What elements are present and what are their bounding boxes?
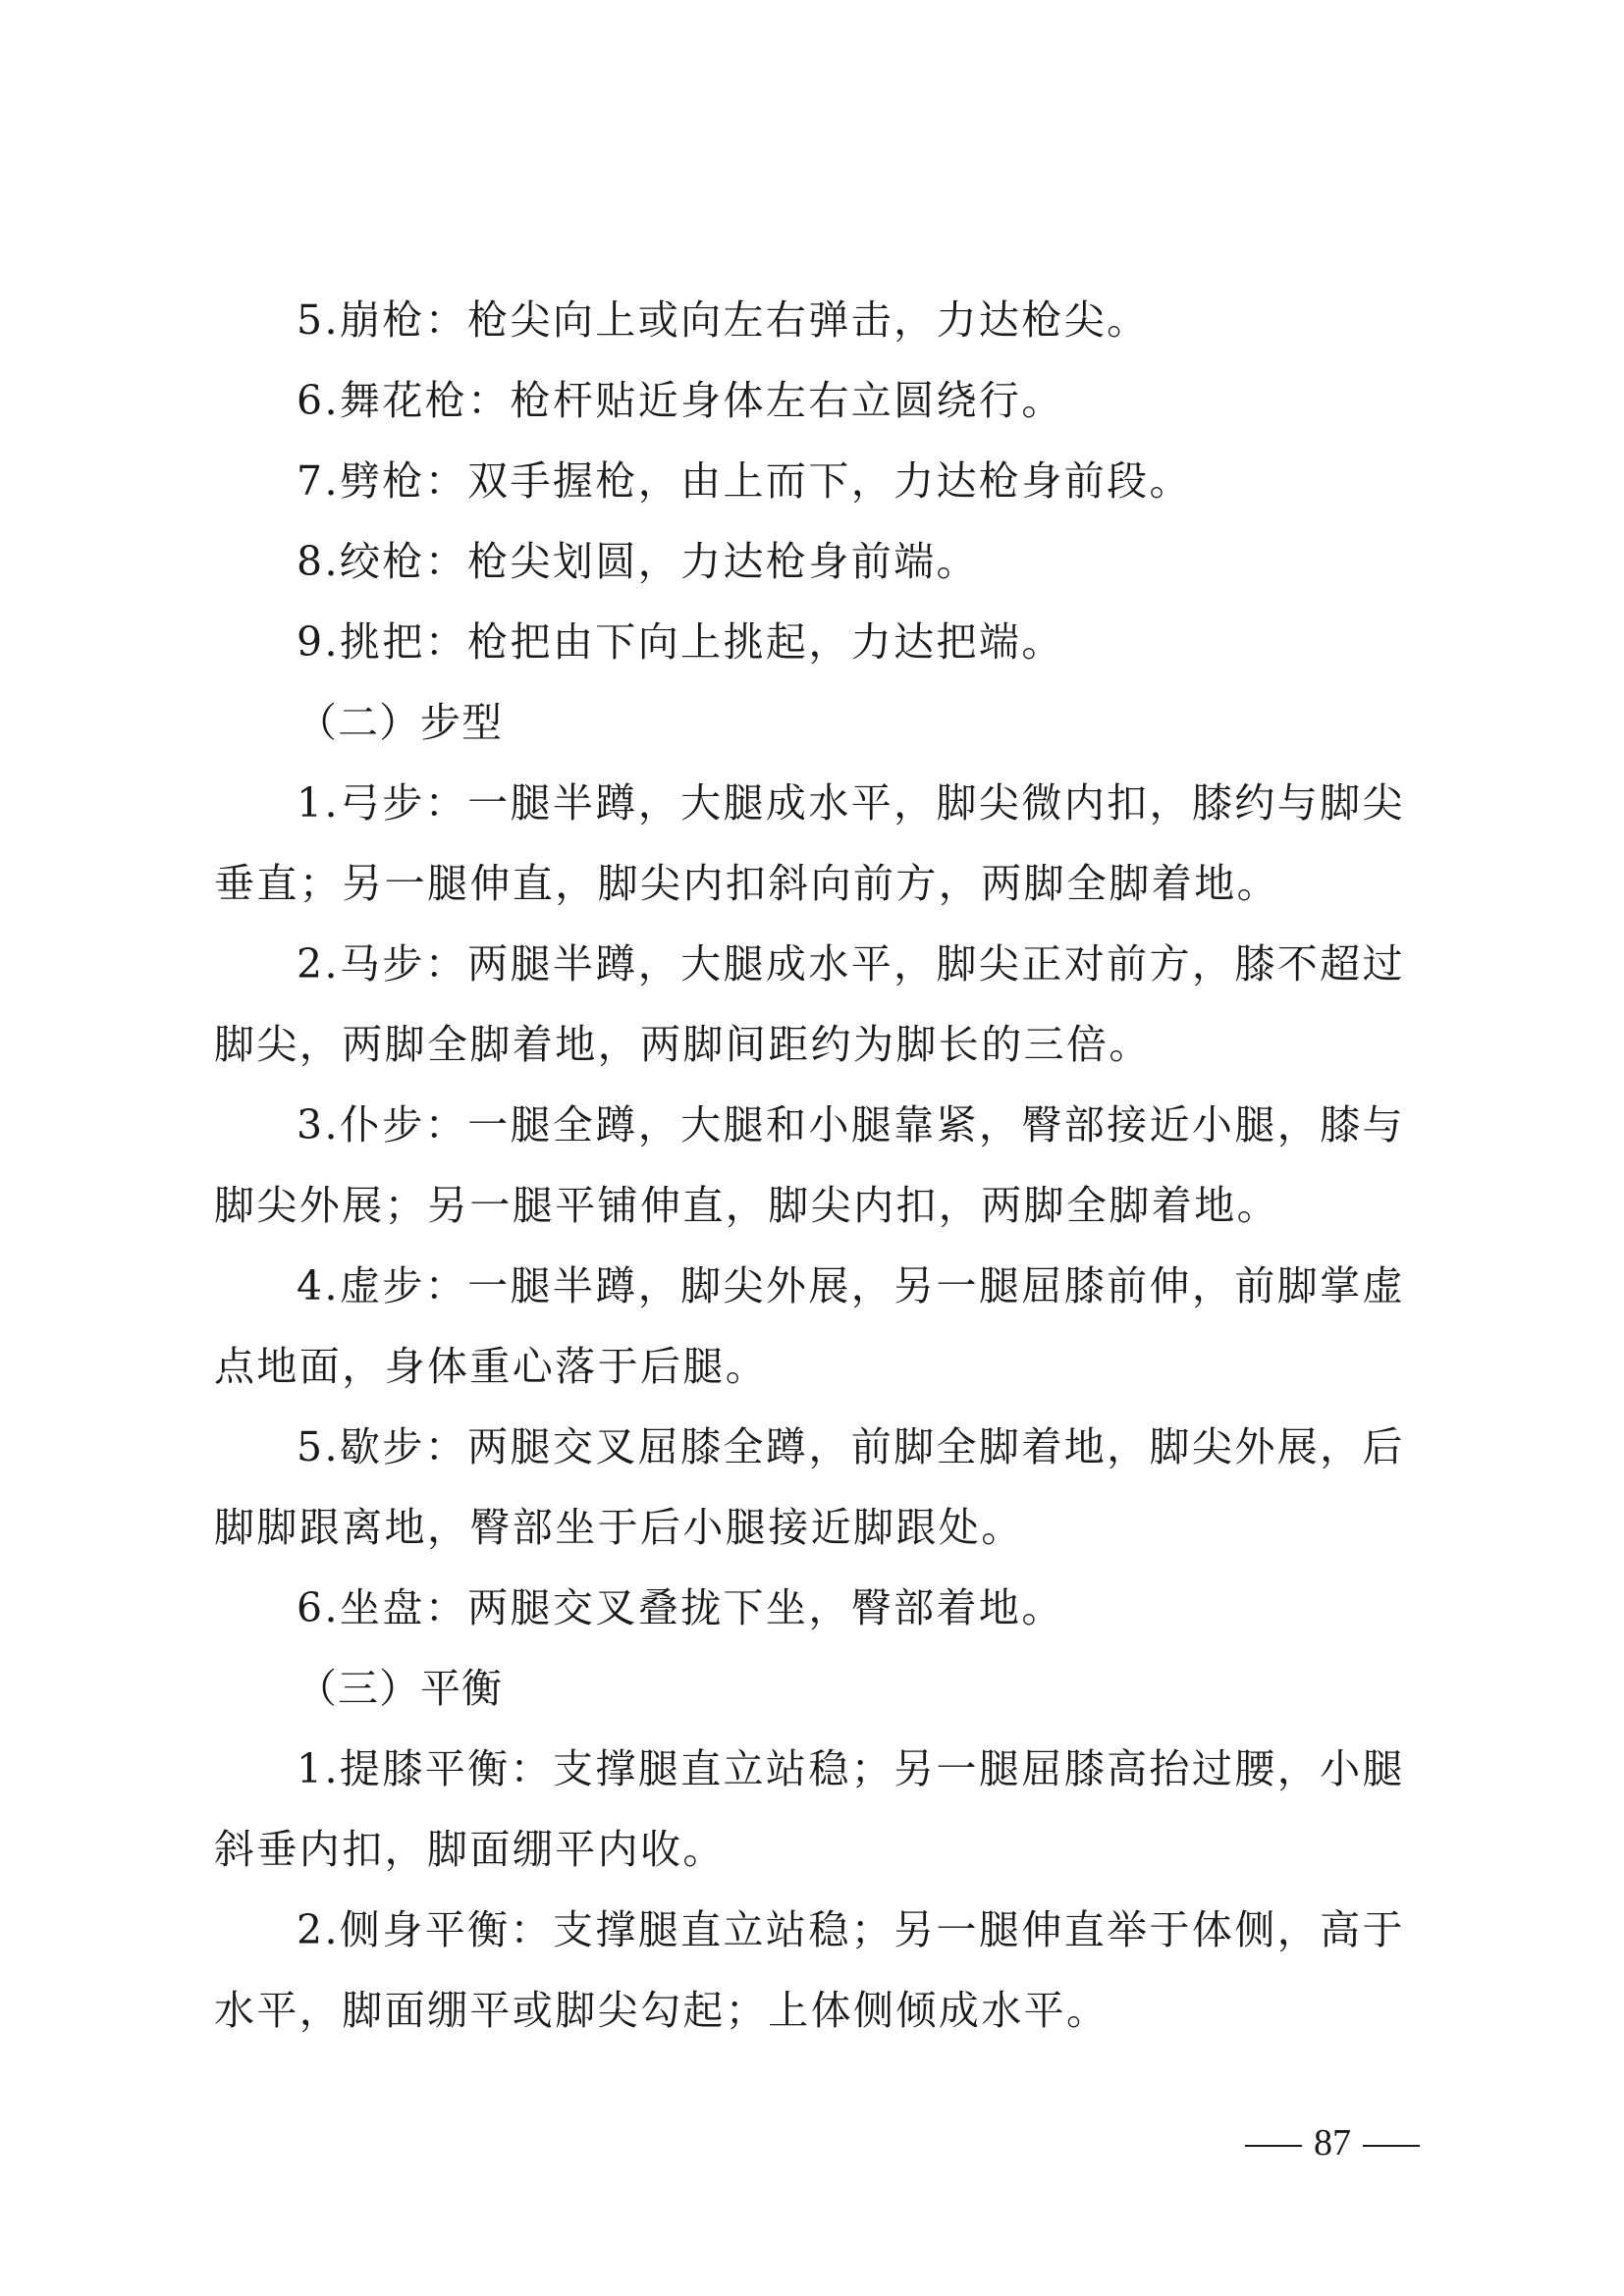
text-line-continued: 脚尖，两脚全脚着地，两脚间距约为脚长的三倍。 — [214, 1021, 1152, 1068]
text-line: 2.马步：两腿半蹲，大腿成水平，脚尖正对前方，膝不超过 — [297, 940, 1405, 988]
text-line: 5.崩枪：枪尖向上或向左右弹击，力达枪尖。 — [297, 296, 1150, 344]
text-line: 7.劈枪：双手握枪，由上而下，力达枪身前段。 — [297, 457, 1192, 505]
text-line-continued: 脚脚跟离地，臀部坐于后小腿接近脚跟处。 — [214, 1504, 1024, 1551]
text-line: 1.提膝平衡：支撑腿直立站稳；另一腿屈膝高抬过腰，小腿 — [297, 1745, 1405, 1792]
footer-dash-right — [1363, 2145, 1420, 2147]
text-line: 3.仆步：一腿全蹲，大腿和小腿靠紧，臀部接近小腿，膝与 — [297, 1101, 1405, 1148]
text-line: 6.舞花枪：枪杆贴近身体左右立圆绕行。 — [297, 377, 1064, 424]
text-line-continued: 点地面，身体重心落于后腿。 — [214, 1343, 769, 1390]
text-line-continued: 斜垂内扣，脚面绷平内收。 — [214, 1826, 726, 1873]
page-number: 87 — [1314, 2122, 1351, 2163]
section-heading-stance: （二）步型 — [297, 699, 503, 746]
text-line: 2.侧身平衡：支撑腿直立站稳；另一腿伸直举于体侧，高于 — [297, 1906, 1405, 1953]
text-line: 1.弓步：一腿半蹲，大腿成水平，脚尖微内扣，膝约与脚尖 — [297, 779, 1405, 827]
page-footer — [1233, 2118, 1432, 2167]
footer-dash-left — [1245, 2145, 1302, 2147]
text-line: 4.虚步：一腿半蹲，脚尖外展，另一腿屈膝前伸，前脚掌虚 — [297, 1262, 1405, 1309]
text-line: 6.坐盘：两腿交叉叠拢下坐，臀部着地。 — [297, 1584, 1064, 1631]
text-line: 9.挑把：枪把由下向上挑起，力达把端。 — [297, 618, 1064, 666]
text-line: 5.歇步：两腿交叉屈膝全蹲，前脚全脚着地，脚尖外展，后 — [297, 1423, 1405, 1470]
text-line-continued: 垂直；另一腿伸直，脚尖内扣斜向前方，两脚全脚着地。 — [214, 860, 1279, 907]
text-line-continued: 水平，脚面绷平或脚尖勾起；上体侧倾成水平。 — [214, 1987, 1110, 2034]
page-body — [214, 280, 1432, 2051]
section-heading-balance: （三）平衡 — [297, 1665, 503, 1712]
text-line: 8.绞枪：枪尖划圆，力达枪身前端。 — [297, 538, 979, 585]
text-line-continued: 脚尖外展；另一腿平铺伸直，脚尖内扣，两脚全脚着地。 — [214, 1182, 1279, 1229]
